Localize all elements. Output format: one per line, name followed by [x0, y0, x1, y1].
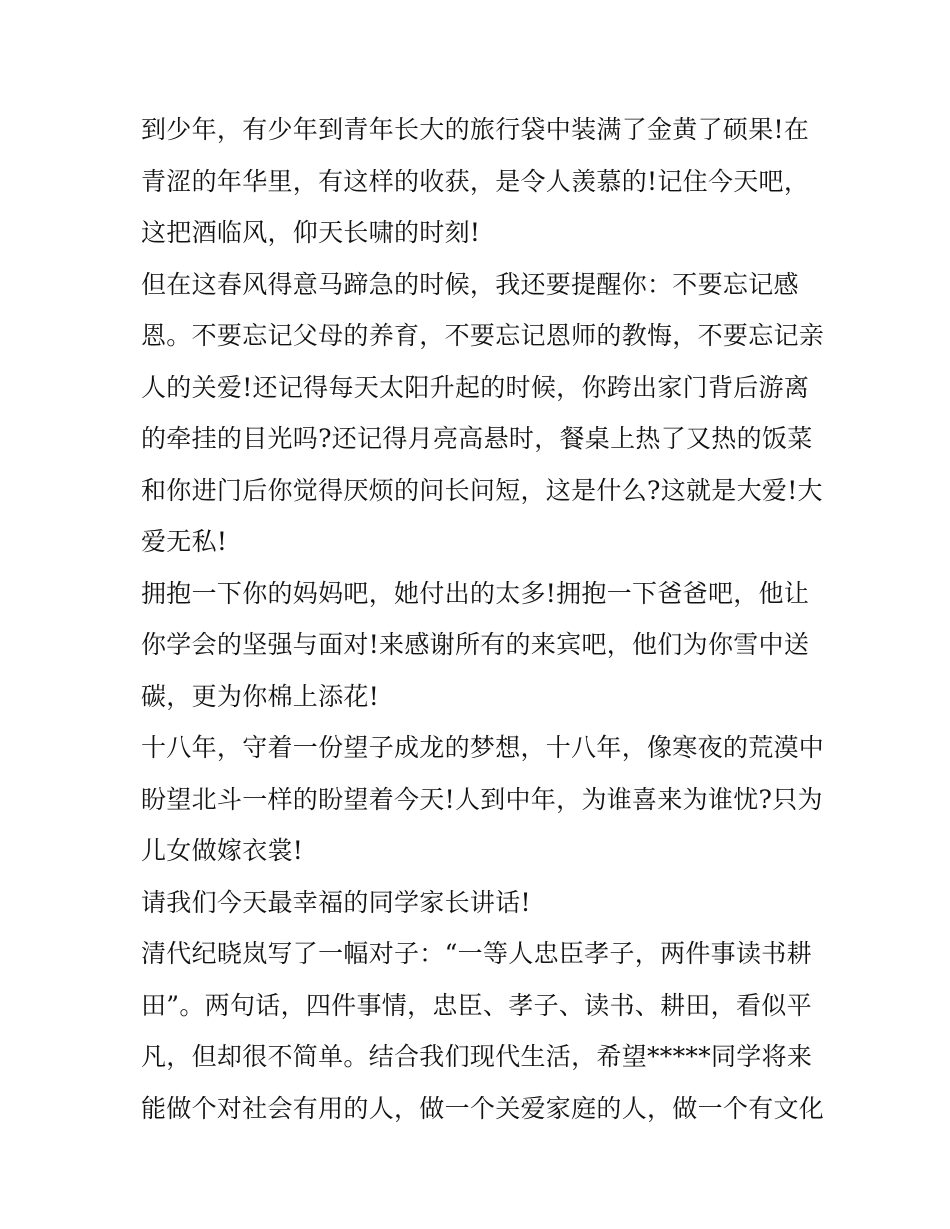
text-line-7: 的牵挂的目光吗?还记得月亮高悬时，餐桌上热了又热的饭菜 [141, 424, 813, 453]
text-line-20: 能做个对社会有用的人，做一个关爱家庭的人，做一个有文化 [141, 1093, 825, 1123]
text-line-3: 这把酒临风，仰天长啸的时刻! [141, 218, 481, 247]
text-line-18: 田”。两句话，四件事情，忠臣、孝子、读书、耕田，看似平 [141, 990, 812, 1020]
text-line-17: 清代纪晓岚写了一幅对子：“一等人忠臣孝子，两件事读书耕 [141, 939, 812, 968]
text-line-1: 到少年，有少年到青年长大的旅行袋中装满了金黄了硕果!在 [141, 115, 810, 144]
text-line-9: 爱无私! [141, 527, 228, 556]
text-line-19: 凡，但却很不简单。结合我们现代生活，希望*****同学将来 [141, 1042, 813, 1071]
text-line-6: 人的关爱!还记得每天太阳升起的时候，你跨出家门背后游离 [141, 372, 810, 402]
text-line-5: 恩。不要忘记父母的养育，不要忘记恩师的教悔，不要忘记亲 [141, 321, 825, 350]
text-line-10: 拥抱一下你的妈妈吧，她付出的太多!拥抱一下爸爸吧，他让 [141, 578, 810, 608]
text-line-11: 你学会的坚强与面对!来感谢所有的来宾吧，他们为你雪中送 [141, 630, 810, 659]
text-line-2: 青涩的年华里，有这样的收获，是令人羡慕的!记住今天吧， [141, 166, 810, 196]
text-line-15: 儿女做嫁衣裳! [141, 836, 304, 865]
text-line-14: 盼望北斗一样的盼望着今天!人到中年，为谁喜来为谁忧?只为 [141, 784, 823, 814]
text-line-16: 请我们今天最幸福的同学家长讲话! [141, 887, 531, 917]
text-line-8: 和你进门后你觉得厌烦的问长问短，这是什么?这就是大爱!大 [141, 475, 823, 505]
text-line-4: 但在这春风得意马蹄急的时候，我还要提醒你：不要忘记感 [141, 269, 799, 299]
text-line-13: 十八年，守着一份望子成龙的梦想，十八年，像寒夜的荒漠中 [141, 733, 825, 762]
body-text [141, 104, 825, 1134]
text-line-12: 碳，更为你棉上添花! [141, 681, 380, 711]
